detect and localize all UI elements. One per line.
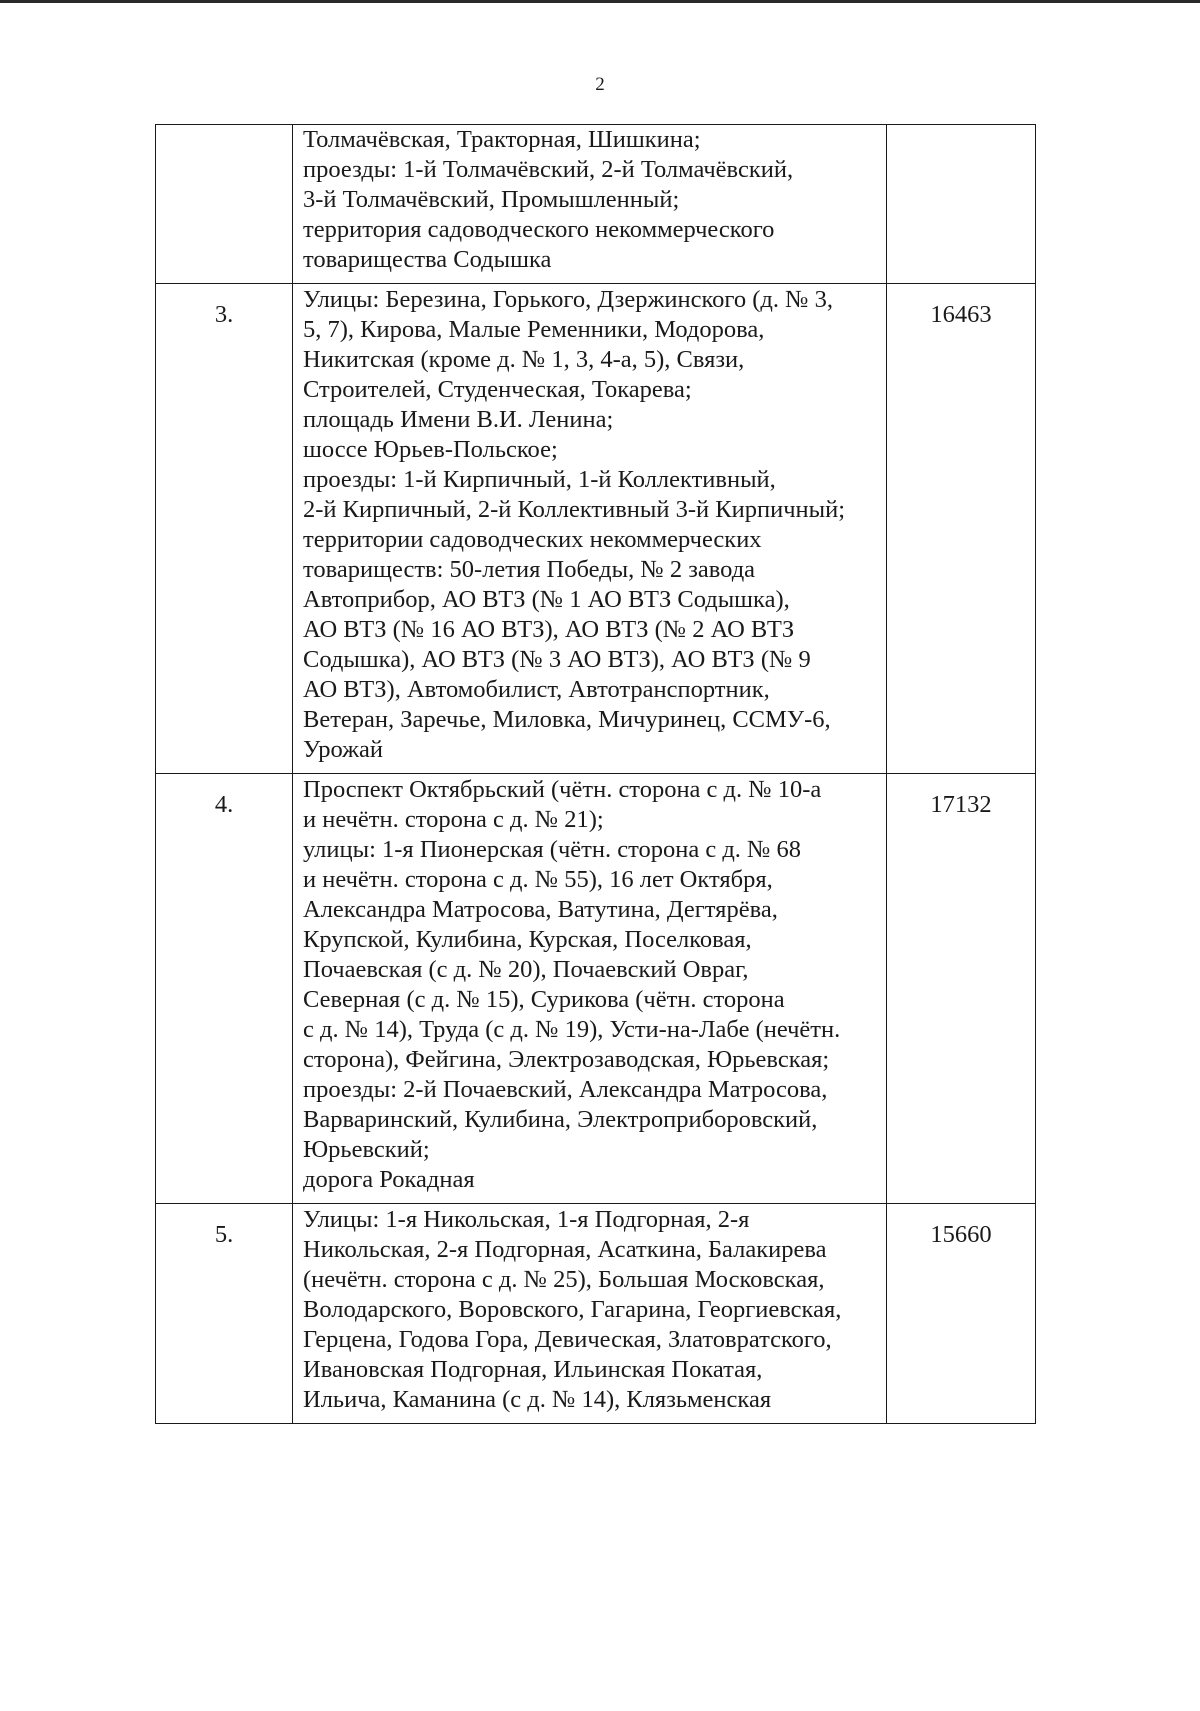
streets-text-line: Толмачёвская, Тракторная, Шишкина; <box>303 126 701 153</box>
streets-text-line: Северная (с д. № 15), Сурикова (чётн. сторона <box>303 986 785 1013</box>
streets-text-line: проезды: 1-й Толмачёвский, 2-й Толмачёвский, <box>303 156 794 183</box>
row-streets-cell <box>293 125 887 284</box>
table-row <box>156 125 1036 284</box>
streets-text-line: улицы: 1-я Пионерская (чётн. сторона с д. № 68 <box>303 836 802 863</box>
row-streets-cell <box>293 774 887 1204</box>
top-border-line <box>0 0 1200 3</box>
streets-text-line: шоссе Юрьев-Польское; <box>303 436 558 463</box>
streets-text-line: Ивановская Подгорная, Ильинская Покатая, <box>303 1356 763 1383</box>
row-voters-count-cell: 16463 <box>887 284 1036 774</box>
streets-text-line: Крупской, Кулибина, Курская, Поселковая, <box>303 926 752 953</box>
streets-text-line: АО ВТЗ (№ 16 АО ВТЗ), АО ВТЗ (№ 2 АО ВТЗ <box>303 616 795 643</box>
streets-text-line: и нечётн. сторона с д. № 21); <box>303 806 604 833</box>
streets-text-line: (нечётн. сторона с д. № 25), Большая Московская, <box>303 1266 825 1293</box>
row-number-cell: 3. <box>156 284 293 774</box>
row-voters-count-cell: 15660 <box>887 1204 1036 1424</box>
streets-text-line: Юрьевский; <box>303 1136 430 1163</box>
streets-text-line: Почаевская (с д. № 20), Почаевский Овраг, <box>303 956 749 983</box>
row-number-cell <box>156 125 293 284</box>
streets-text-line: Проспект Октябрьский (чётн. сторона с д. № 10-а <box>303 776 822 803</box>
table-body <box>156 125 1036 1424</box>
streets-text-line: территории садоводческих некоммерческих <box>303 526 762 553</box>
streets-text-line: 5, 7), Кирова, Малые Ременники, Модорова, <box>303 316 765 343</box>
streets-text-line: Варваринский, Кулибина, Электроприборовский, <box>303 1106 818 1133</box>
table-row <box>156 1204 1036 1424</box>
streets-text-line: Герцена, Годова Гора, Девическая, Златовратского, <box>303 1326 832 1353</box>
streets-text-line: сторона), Фейгина, Электрозаводская, Юрьевская; <box>303 1046 830 1073</box>
streets-text-line: Ильича, Каманина (с д. № 14), Клязьменская <box>303 1386 772 1413</box>
streets-text-line: Улицы: Березина, Горького, Дзержинского (д. № 3, <box>303 286 833 313</box>
streets-text-line: территория садоводческого некоммерческого <box>303 216 775 243</box>
streets-text-line: Ветеран, Заречье, Миловка, Мичуринец, ССМУ-6, <box>303 706 831 733</box>
page-number: 2 <box>595 74 605 95</box>
row-voters-count-cell: 17132 <box>887 774 1036 1204</box>
streets-text-line: 3-й Толмачёвский, Промышленный; <box>303 186 680 213</box>
streets-text-line: Володарского, Воровского, Гагарина, Георгиевская, <box>303 1296 842 1323</box>
streets-text-line: дорога Рокадная <box>303 1166 475 1193</box>
row-streets-cell <box>293 1204 887 1424</box>
streets-text-line: Строителей, Студенческая, Токарева; <box>303 376 692 403</box>
row-streets-cell <box>293 284 887 774</box>
row-number-cell: 4. <box>156 774 293 1204</box>
streets-text-line: с д. № 14), Труда (с д. № 19), Усти-на-Лабе (нечётн. <box>303 1016 841 1043</box>
streets-text-line: товариществ: 50-летия Победы, № 2 завода <box>303 556 756 583</box>
streets-text-line: Содышка), АО ВТЗ (№ 3 АО ВТЗ), АО ВТЗ (№ 9 <box>303 646 811 673</box>
streets-text-line: проезды: 2-й Почаевский, Александра Матросова, <box>303 1076 828 1103</box>
streets-text-line: Автоприбор, АО ВТЗ (№ 1 АО ВТЗ Содышка), <box>303 586 790 613</box>
streets-text-line: Никитская (кроме д. № 1, 3, 4-а, 5), Связи, <box>303 346 745 373</box>
row-voters-count-cell <box>887 125 1036 284</box>
streets-text-line: проезды: 1-й Кирпичный, 1-й Коллективный, <box>303 466 776 493</box>
streets-text-line: 2-й Кирпичный, 2-й Коллективный 3-й Кирпичный; <box>303 496 846 523</box>
streets-text-line: АО ВТЗ), Автомобилист, Автотранспортник, <box>303 676 770 703</box>
streets-text-line: Урожай <box>303 736 383 763</box>
streets-text-line: площадь Имени В.И. Ленина; <box>303 406 614 433</box>
streets-text-line: Никольская, 2-я Подгорная, Асаткина, Балакирева <box>303 1236 827 1263</box>
streets-text-line: товарищества Содышка <box>303 246 552 273</box>
row-number-cell: 5. <box>156 1204 293 1424</box>
streets-text-line: и нечётн. сторона с д. № 55), 16 лет Октября, <box>303 866 773 893</box>
table-row <box>156 774 1036 1204</box>
table-row <box>156 284 1036 774</box>
streets-text-line: Александра Матросова, Ватутина, Дегтярёва, <box>303 896 778 923</box>
district-table <box>155 124 1036 1424</box>
streets-text-line: Улицы: 1-я Никольская, 1-я Подгорная, 2-я <box>303 1206 750 1233</box>
